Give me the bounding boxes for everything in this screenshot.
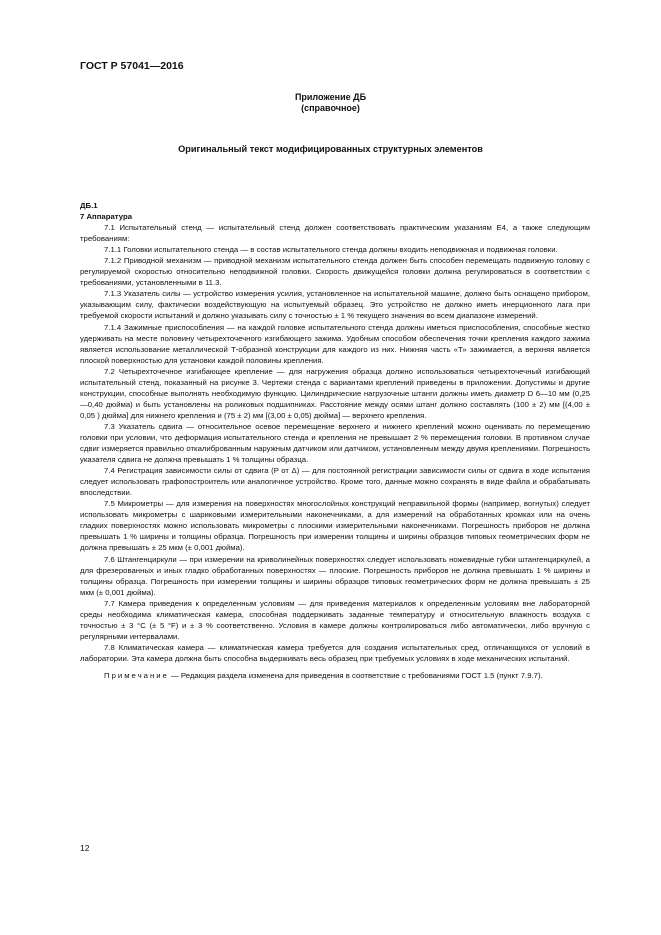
paragraph-7-5: 7.5 Микрометры — для измерения на поверхностях многослойных конструкций неправильной формы (например, вогнутых) следует использовать микрометры с шариковыми измерительными наконечниками, а для измерений на обработанных кромках или на очень гладких поверхностях можно использовать микрометры с плоскими измерительными наконечниками. Погрешность приборов не должна превышать 1 % ширины и толщины образца. Погрешность при измерении толщины и ширины образцов типовых геометрических форм не должна превышать ± 25 мкм (± 0,001 дюйма). [80,499,590,553]
paragraph-7-6: 7.6 Штангенциркули — при измерении на криволинейных поверхностях следует использовать ножевидные губки штангенциркулей, а для фрезерованных и иных гладко обработанных поверхностях — плоские. Погрешность приборов не должна превышать 1 % ширины и толщины образца. Погрешность при измерении толщины и ширины образцов типовых геометрических форм не должна превышать ± 25 мкм (± 0,001 дюйма). [80,554,590,597]
section-heading: 7 Аппаратура [80,212,133,222]
paragraph-7-1-3: 7.1.3 Указатель силы — устройство измерения усилия, установленное на испытательной машине, должно быть оснащено прибором, указывающим силу, фактически воздействующую на испытуемый образец. Это устройство не должно иметь инерционного лага при требуемой скорости испытаний и должно указывать силу с точностью ± 1 % текущего значения во всем диапазоне измерений. [80,289,590,321]
paragraph-7-1-1: 7.1.1 Головки испытательного стенда — в состав испытательного стенда должны входить неподвижная и подвижная головки. [104,245,558,255]
paragraph-7-1-4: 7.1.4 Зажимные приспособления — на каждой головке испытательного стенда должны иметься приспособления, способные жестко удерживать на месте половину четырехточечного изгибающего зажима. Удобным способом обеспечения точки крепления каждого зажима является использование металлической Т-образной конструкции для каждого из них. Нижняя часть «Т» зажимается, а верхняя является плоской поверхностью для установки каждой половины крепления. [80,322,590,365]
paragraph-7-7: 7.7 Камера приведения к определенным условиям — для приведения материалов к определенным условиям вне лабораторной среды необходима климатическая камера, способная поддерживать заданные температуру и относительную влажность воздуха с точностью ± 3 °С (± 5 °F) и ± 3 % соответственно. Условия в камере должны контролироваться либо автоматически, либо вручную с регулярными интервалами. [80,598,590,641]
page-number: 12 [80,843,90,853]
annex-heading [0,92,661,114]
annex-subtitle: (справочное) [301,103,360,113]
paragraph-7-1-2: 7.1.2 Приводной механизм — приводной механизм испытательного стенда должен быть способен перемещать подвижную головку с регулируемой скоростью относительно неподвижной головки. Скорость движущейся головки должна регулироваться в соответствии с требованиями, установленными в 11.3. [80,256,590,288]
standard-header: ГОСТ Р 57041—2016 [80,60,184,72]
paragraph-7-2: 7.2 Четырехточечное изгибающее крепление — для нагружения образца должно использоваться четырехточечный изгибающий испытательный стенд, показанный на рисунке 3. Чертежи стенда с вариантами креплений приведены в приложении. Допустимы и другие конструкции, способные выполнять необходимую функцию. Цилиндрические нагрузочные штанги должны иметь диаметр D 6—10 мм (0,25—0,40 дюйма) и быть установлены на роликовых подшипниках. Расстояние между осями штанг должно составлять (100 ± 2) мм [(4,00 ± 0,05 ) дюйма] для нижнего крепления и (75 ± 2) мм [(3,00 ± 0,05) дюйма] — верхнего крепления. [80,366,590,420]
annex-title: Приложение ДБ [294,92,367,102]
paragraph-7-1: 7.1 Испытательный стенд — испытательный стенд должен соответствовать практическим указаниям E4, а также следующим требованиям: [80,223,590,244]
note-paragraph [80,670,590,681]
section-id: ДБ.1 [80,201,98,210]
paragraph-7-4: 7.4 Регистрация зависимости силы от сдвига (P от Δ) — для постоянной регистрации зависимости силы от сдвига в ходе испытания следует использовать графопостроитель или аналогичное устройство. Кроме того, данные можно сохранять в виде файла и обрабатывать впоследствии. [80,466,590,498]
document-title: Оригинальный текст модифицированных структурных элементов [178,144,483,154]
main-content [80,200,590,681]
note-text: — Редакция раздела изменена для приведения в соответствие с требованиями ГОСТ 1.5 (пункт 7.9.7). [171,670,543,680]
paragraph-7-3: 7.3 Указатель сдвига — относительное осевое перемещение верхнего и нижнего креплений можно оценивать по перемещению головки при условии, что деформация испытательного стенда и крепления не превышает 2 % перемещения головки. В противном случае сдвиг измеряется правильно откалиброванным наружным датчиком или датчиком, установленным между двумя креплениями. Погрешность указателя сдвига не должна превышать 1 % толщины образца. [80,421,590,465]
note-label: Примечание [104,670,169,680]
paragraph-7-8: 7.8 Климатическая камера — климатическая камера требуется для создания испытательных сред, отличающихся от условий в лаборатории. Эта камера должна быть способна выдерживать весь образец при требуемых условиях в ходе механических испытаний. [80,642,590,663]
